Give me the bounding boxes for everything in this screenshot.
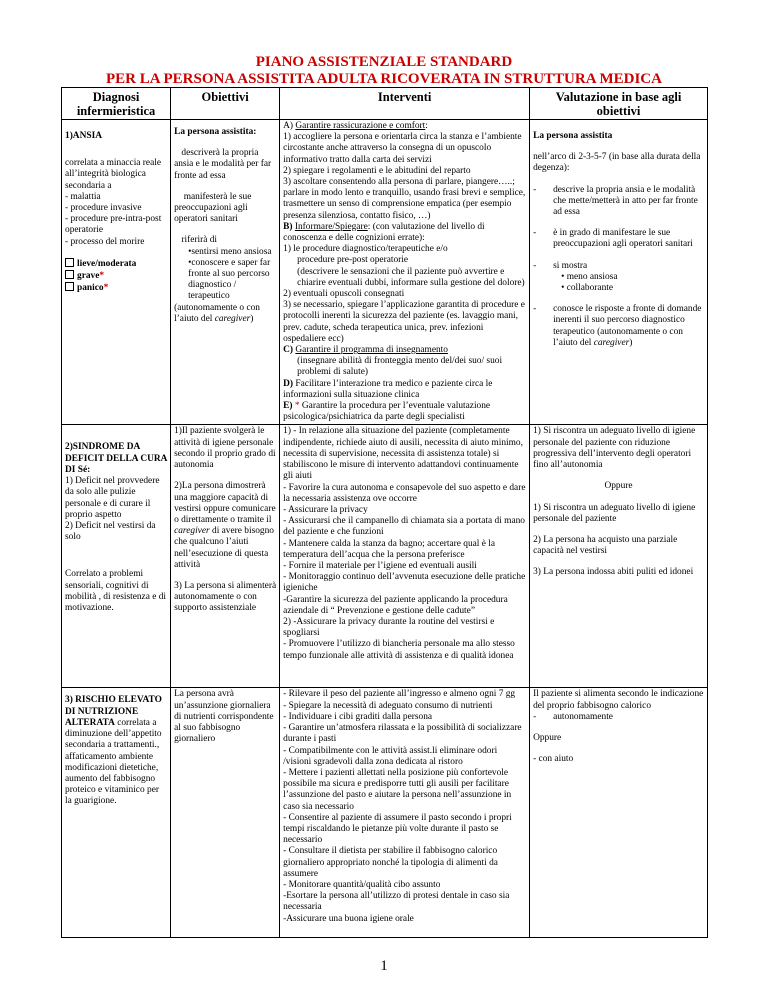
list-item: - Monitorare quantità/qualità cibo assunto (283, 879, 441, 890)
list-item: procedure pre-post operatorie (297, 255, 409, 266)
list-item: 1) le procedure diagnostico/terapeutiche e/o (283, 244, 448, 255)
list-item: - Rilevare il peso del paziente all’ingresso e almeno ogni 7 gg (283, 689, 516, 700)
list-item: - Mantenere calda la stanza da bagno; accertare qual è la temperatura dell’acqua che la persona preferisce (283, 538, 496, 560)
val-oppure: Oppure (533, 733, 562, 744)
obiettivi-deficit-cura (171, 425, 280, 688)
val-item: - conosce le risposte a fronte di domande inerenti il suo percorso diagnostico terapeutico (autonomamente o con l’aiuto del caregiver) (533, 304, 702, 348)
val-item: 1) Si riscontra un adeguato livello di igiene personale del paziente con riduzione progressiva dell’intervento degli operatori fino all’autonomia (533, 426, 696, 471)
val-item: 2) La persona ha acquisto una parziale capacità nel vestirsi (533, 534, 678, 557)
list-item: - Garantire un’atmosfera rilassata e la possibilità di socializzare durante i pasti (283, 723, 522, 745)
care-plan-table (61, 87, 708, 938)
checkbox-icon (65, 282, 74, 291)
checkbox-icon (65, 258, 74, 267)
valutazione-deficit-cura (530, 425, 708, 688)
list-item: - Promuovere l’utilizzo di biancheria personale ma allo stesso tempo funzionale alle attività di assistenza e di qualità idonea (283, 639, 515, 661)
list-item: 3) se necessario, spiegare l’applicazione garantita di procedure e protocolli inerenti la sicurezza del paziente (es. lavaggio mani, prev. cadute, scheda terapeutica unica, prev. infezioni ospedaliere ecc) (283, 300, 525, 344)
list-item: 3) ascoltare consentendo alla persona di parlare, piangere…..; parlare in modo lento e tranquillo, usando frasi brevi e semplice, trasmettere un senso di comprensione empatica (per esempio presenza silenziosa, contatto fisico, …) (283, 177, 526, 221)
page-number: 1 (380, 958, 388, 974)
obj-item: 2)La persona dimostrerà una maggiore capacità di vestirsi oppure comunicare o direttamente o tramite il caregiver di avere bisogno che qualcuno l’aiuti nell’esecuzione di questa attività (174, 481, 276, 570)
list-item: - Monitoraggio continuo dell’avvenuta esecuzione delle pratiche igieniche (283, 572, 526, 594)
obj-item: riferirà di (174, 235, 210, 246)
diagnosi-ansia (62, 120, 171, 425)
list-item: - Spiegare la necessità di adeguato consumo di nutrienti (283, 700, 493, 711)
valutazione-nutrizione (530, 688, 708, 938)
severity-option: panico* (65, 282, 167, 294)
obj-item: La persona avrà un’assunzione giornaliera di nutrienti corrispondente al suo fabbisogno giornaliero (174, 689, 274, 745)
diagnosi-desc: correlata a minaccia reale all’integrità biologica secondaria a (65, 158, 162, 191)
intervento-a: A) Garantire rassicurazione e comfort: (283, 121, 428, 131)
obj-item: 1)Il paziente svolgerà le attività di igiene personale secondo il proprio grado di autonomia (174, 426, 276, 471)
val-item: - con aiuto (533, 754, 574, 765)
interventi-deficit-cura (280, 425, 530, 688)
obj-item: 3) La persona si alimenterà autonomamente o con supporto assistenziale (174, 580, 277, 614)
diagnosi-title: 1)ANSIA (65, 131, 102, 141)
list-item: 2) spiegare i regolamenti e le abitudini del reparto (283, 165, 471, 176)
list-item: operatorie (65, 225, 103, 236)
diagnosi-text: 3) RISCHIO ELEVATO DI NUTRIZIONE ALTERATA correlata a diminuzione dell’appetito secondaria a trattamenti., affaticamento ambiente modificazioni dietetiche, aumento del fabbisogno proteico e vitaminico per la guarigione. (65, 695, 162, 807)
header-valutazione: Valutazione in base agli obiettivi (530, 88, 708, 120)
val-item: - è in grado di manifestare le sue preoccupazioni agli operatori sanitari (533, 228, 693, 250)
val-item: - si mostra (533, 260, 588, 271)
obj-item: manifesterà le sue preoccupazioni agli operatori sanitari (174, 191, 248, 225)
obj-head: La persona assistita: (174, 127, 257, 137)
val-head: La persona assistita (533, 131, 613, 141)
list-item: -Garantire la sicurezza del paziente applicando la procedura aziendale di “ Prevenzione e gestione delle cadute” (283, 594, 508, 616)
obj-item: descriverà la propria ansia e le modalità per far fronte ad essa (174, 148, 275, 181)
table-row (62, 425, 708, 688)
interventi-ansia (280, 120, 530, 425)
severity-option: grave* (65, 270, 167, 282)
list-item: - Mettere i pazienti allettati nella posizione più confortevole possibile ma sicura e predisporre tutti gli ausili per facilitare l’assunzione del pasto e aiutare la persona nell’assunzione in caso sia necessario (283, 767, 512, 812)
val-subitem: • meno ansiosa (561, 271, 618, 282)
list-item: 2) Deficit nel vestirsi da solo (65, 520, 156, 543)
list-item: 1) - In relazione alla situazione del paziente (completamente indipendente, richiede aiuto di ausili, necessita di aiuto minimo, necessita di supervisione, necessita di assistenza totale) si stabiliscono le misure di intervento adattandovi continuamente gli aiuti (283, 426, 523, 482)
list-item: -Esortare la persona all’utilizzo di protesi dentale in caso sia necessaria (283, 891, 510, 913)
document-title-line2: PER LA PERSONA ASSISTITA ADULTA RICOVERATA IN STRUTTURA MEDICA (106, 71, 662, 87)
list-item: - procedure invasive (65, 203, 142, 214)
val-intro: nell’arco di 2-3-5-7 (in base alla durata della degenza): (533, 152, 701, 174)
diagnosi-nutrizione (62, 688, 171, 938)
header-diagnosi: Diagnosi infermieristica (62, 88, 171, 120)
list-item: - Assicurare la privacy (283, 504, 368, 515)
list-item: - Favorire la cura autonoma e consapevole del suo aspetto e dare la necessaria assistenza ove occorre (283, 482, 526, 504)
val-oppure: Oppure (604, 481, 633, 492)
obj-subitem: •conoscere e saper far fronte al suo percorso diagnostico / terapeutico (188, 257, 271, 302)
intervento-c: C) Garantire il programma di insegnamento (283, 345, 448, 356)
list-item: (insegnare abilità di fronteggia mento del/dei suo/ suoi problemi di salute) (297, 356, 503, 378)
header-interventi: Interventi (280, 88, 530, 120)
list-item: - procedure pre-intra-post (65, 214, 162, 225)
val-item: - autonomamente (533, 711, 613, 722)
val-item: 1) Si riscontra un adeguato livello di igiene personale del paziente (533, 502, 696, 524)
document-title-line1: PIANO ASSISTENZIALE STANDARD (255, 54, 513, 70)
list-item: - Consentire al paziente di assumere il pasto secondo i propri tempi riscaldando le pietanze più volte durante il pasto se necessario (283, 812, 512, 846)
valutazione-ansia (530, 120, 708, 425)
obj-note: (autonomamente o con l’aiuto del caregiver) (174, 302, 260, 324)
header-obiettivi: Obiettivi (171, 88, 280, 120)
list-item: 2) -Assicurare la privacy durante la routine del vestirsi e spogliarsi (283, 616, 495, 639)
intervento-d: D) Facilitare l’interazione tra medico e paziente circa le informazioni sulla situazione clinica (283, 378, 493, 400)
val-subitem: • collaborante (561, 283, 614, 294)
obj-subitem: •sentirsi meno ansiosa (188, 246, 272, 257)
list-item: 1) Deficit nel provvedere da solo alle pulizie personale e di curare il proprio aspetto (65, 476, 160, 520)
intervento-e: E) * Garantire la procedura per l’eventuale valutazione psicologica/psichiatrica da parte degli specialisti (283, 401, 491, 423)
table-row (62, 120, 708, 425)
interventi-nutrizione (280, 688, 530, 938)
list-item: 2) eventuali opuscoli consegnati (283, 289, 405, 300)
list-item: - Individuare i cibi graditi dalla persona (283, 711, 433, 722)
list-item: -Assicurare una buona igiene orale (283, 913, 414, 924)
severity-option: lieve/moderata (65, 258, 167, 270)
list-item: 1) accogliere la persona e orientarla circa la stanza e l’ambiente circostante anche attraverso la consegna di un opuscolo informativo tratto dalla carta dei servizi (283, 132, 522, 165)
list-item: - processo del morire (65, 236, 145, 247)
val-item: 3) La persona indossa abiti puliti ed idonei (533, 567, 694, 578)
obiettivi-ansia (171, 120, 280, 425)
obiettivi-nutrizione (171, 688, 280, 938)
list-item: - Assicurarsi che il campanello di chiamata sia a portata di mano del paziente e che funzioni (283, 516, 525, 538)
list-item: (descrivere le sensazioni che il paziente può avvertire e chiarire eventuali dubbi, informare sulla gestione del dolore) (297, 266, 525, 288)
diagnosi-deficit-cura (62, 425, 171, 688)
list-item: - Fornire il materiale per l’igiene ed eventuali ausili (283, 560, 477, 571)
val-item: - descrive la propria ansia e le modalità che mette/metterà in atto per far fronte ad essa (533, 184, 698, 218)
list-item: - malattia (65, 191, 101, 202)
diagnosi-correlato: Correlato a problemi sensoriali, cognitivi di mobilità , di resistenza e di motivazione. (65, 569, 167, 613)
header-row (62, 88, 708, 120)
list-item: - Consultare il dietista per stabilire il fabbisogno calorico giornaliero appropriato nonché la tipologia di alimenti da assumere (283, 846, 498, 879)
diagnosi-title: 2)SINDROME DA DEFICIT DELLA CURA DI Sé: (65, 442, 167, 475)
list-item: - Compatibilmente con le attività assist.li eliminare odori /visioni sgradevoli dalla zona dedicata al ristoro (283, 745, 498, 767)
val-item: Il paziente si alimenta secondo le indicazione del proprio fabbisogno calorico (533, 689, 704, 711)
table-row (62, 688, 708, 938)
checkbox-icon (65, 270, 74, 279)
intervento-b: B) Informare/Spiegare: (con valutazione del livello di conoscenza e delle cognizioni errate): (283, 221, 485, 244)
